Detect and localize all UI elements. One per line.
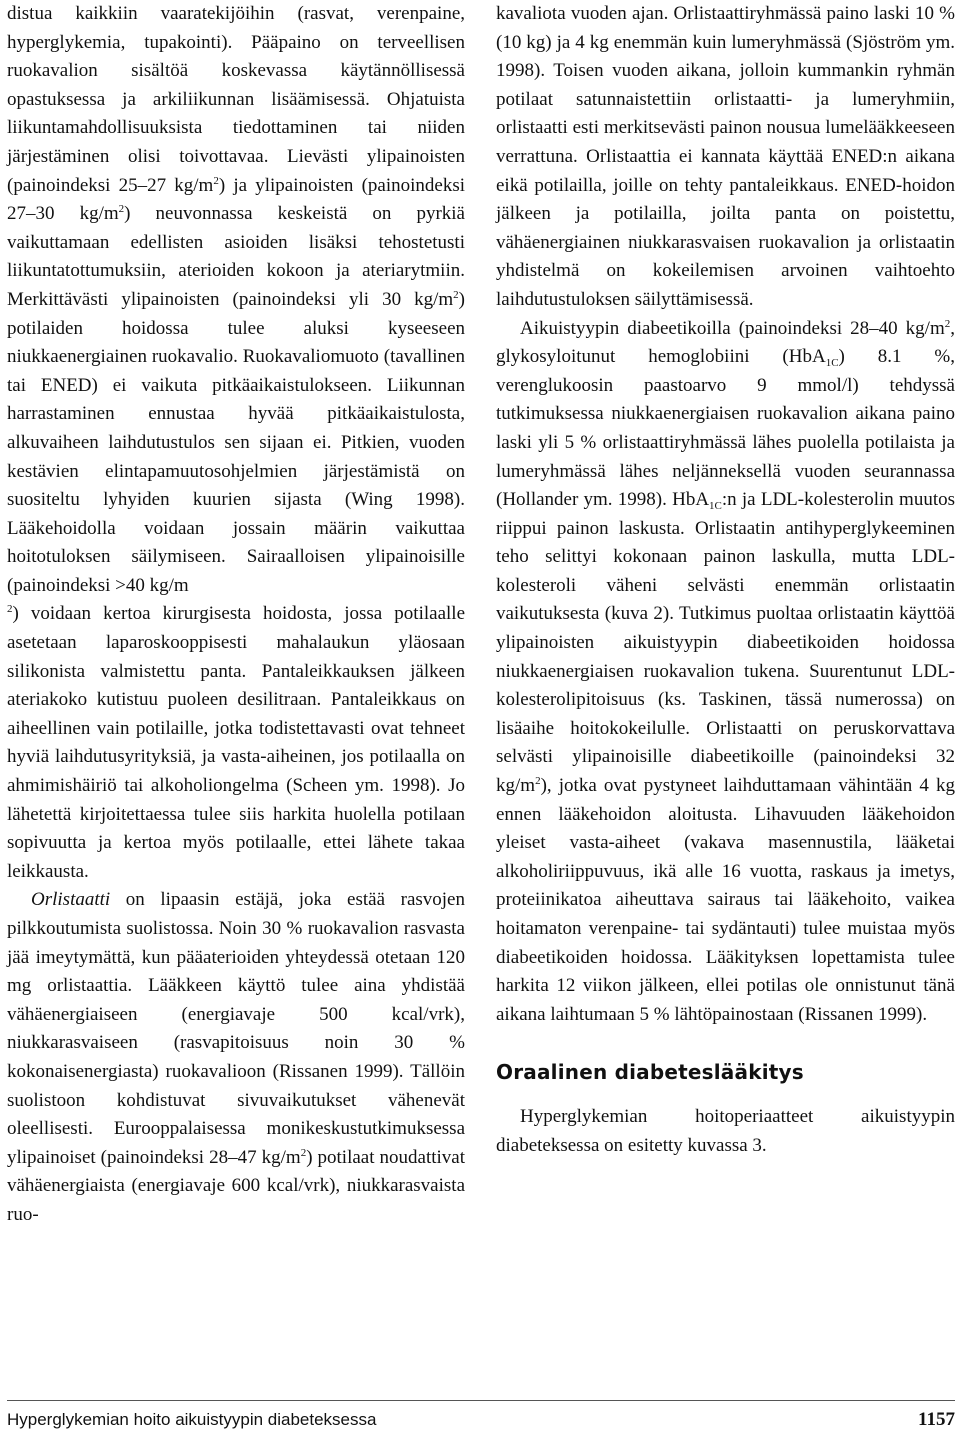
body-paragraph (7, 0, 465, 886)
superscript: 2 (535, 775, 541, 788)
text-run: ) voidaan kertoa kirurgisesta hoidosta, jossa potilaalle asetetaan laparoskooppisesti mahalaukun yläosaan silikonista valmistettu panta. Pantaleikkauksen jälkeen ateriakoko kutistuu puoleen desilitraan. Pantaleikkaus on aiheellinen vain potilaille, jotka todistettavasti ovat tehneet hyviä laihdutusyrityksiä, ja vasta-aiheinen, jos potilaalla on ahmimishäiriö tai alkoholiongelma (Scheen ym. 1998). Jo lähetettä kirjoitettaessa tulee siis harkita huolella potilaan sopivuutta ja kertoa myös potilaalle, ettei lähete takaa leikkausta. (7, 603, 465, 882)
superscript: 2 (453, 288, 459, 301)
body-paragraph (496, 315, 955, 1030)
left-column (7, 0, 465, 1230)
text-run: Aikuistyypin diabeetikoilla (painoindeksi 28–40 kg/m (520, 317, 945, 339)
superscript: 2 (300, 1146, 307, 1159)
superscript: 2 (118, 203, 125, 216)
text-run: ), jotka ovat pystyneet laihduttamaan vähintään 4 kg ennen lääkehoidon aloitusta. Lihavuuden lääkehoidon yleiset vasta-aiheet (vakava masennustila, lääketai alkoholiriippuvuus, ikä alle 16 vuotta, raskaus ja imetys, proteiinikatoa aiheuttava sairaus tai lääkehoito, vaikea hoitamaton verenpaine- tai sydäntauti) tulee muistaa myös diabeetikoiden hoidossa. Lääkityksen lopettamista tulee harkita 12 viikon jälkeen, ellei potilas ole onnistunut tänä aikana laihtumaan 5 % lähtöpainostaan (Rissanen 1999). (496, 775, 955, 1025)
superscript: 2 (7, 603, 13, 616)
running-title: Hyperglykemian hoito aikuistyypin diabeteksessa (7, 1410, 377, 1429)
body-paragraph: kavaliota vuoden ajan. Orlistaattiryhmässä paino laski 10 % (10 kg) ja 4 kg enemmän kuin lumeryhmässä (Sjöström ym. 1998). Toisen vuoden aikana, jolloin kummankin ryhmän potilaat satunnaistettiin orlistaatti- ja lumeryhmiin, orlistaatti esti merkitsevästi painon nousua lumelääkkeeseen verrattuna. Orlistaattia ei kannata käyttää ENED:n aikana eikä potilailla, joille on tehty pantaleikkaus. ENED-hoidon jälkeen ja potilailla, joilta panta on poistettu, vähäenergiainen niukkarasvaisen ruokavalion ja orlistaatin yhdistelmä on kokeilemisen arvoinen vaihtoehto laihdutustuloksen säilyttämisessä. (496, 3, 955, 310)
text-run: :n ja LDL-kolesterolin muutos riippui painon laskusta. Orlistaatin antihyperglykeeminen teho selittyi kokonaan painon laskulla, mutta LDL-kolesteroli väheni selvästi enemmän orlistaatin vaikutuksesta (kuva 2). Tutkimus puoltaa orlistaatin käyttöä ylipainoisten aikuistyypin diabeetikoiden hoidossa niukkaenergiaisen ruokavalion tukena. Suurentunut LDL-kolesterolipitoisuus (ks. Taskinen, tässä numerossa) on lisäaihe hoitokokeilulle. Orlistaatti on peruskorvattava selvästi ylipainoisille diabeetikoille (painoindeksi 32 kg/m (496, 489, 955, 797)
text-run: ) 8.1 %, verenglukoosin paastoarvo 9 mmol/l) tehdyssä tutkimuksessa niukkaenergiaisen ruokavalion aikana paino laski yli 5 % orlistaattiryhmässä lähes puolella potilaista ja lumeryhmässä lähes neljänneksellä vuoden seurannassa (Hollander ym. 1998). HbA (496, 346, 956, 511)
text-run: on lipaasin estäjä, joka estää rasvojen pilkkoutumista suolistossa. Noin 30 % ruokavalion rasvasta jää imeytymättä, kun pääaterioiden yhteydessä otetaan 120 mg orlistaattia. Lääkkeen käyttö tulee aina yhdistää vähäenergiaiseen (energiavaje 500 kcal/vrk), niukkarasvaiseen (rasvapitoisuus noin 30 % kokonaisenergiasta) ruokavalioon (Rissanen 1999). Tällöin suolistoon kohdistuvat sivuvaikutukset vähenevät oleellisesti. Eurooppalaisessa monikeskustutkimuksessa ylipainoiset (painoindeksi 28–47 kg/m (7, 889, 465, 1168)
section-heading: Oraalinen diabeteslääkitys (496, 1060, 804, 1085)
text-run: ) neuvonnassa keskeistä on pyrkiä vaikuttamaan edellisten asioiden lisäksi tehostetusti liikuntatottumuksiin, aterioiden kokoon ja ateriarytmiin. Merkittävästi ylipainoisten (painoindeksi yli 30 kg/m (7, 203, 465, 310)
subscript: 1C (825, 357, 839, 370)
subscript: 1C (709, 500, 722, 513)
lead-term: Orlistaatti (31, 889, 111, 911)
text-run: ) ja ylipainoisten (painoindeksi 27–30 kg/m (7, 174, 465, 225)
text-run: distua kaikkiin vaaratekijöihin (rasvat, verenpaine, hyperglykemia, tupakointi). Pääpaino on terveellisen ruokavalion sisältöä koskevassa käytännöllisessä opastuksessa ja arkiliikunnan lisäämisessä. Ohjatuista liikuntamahdollisuuksista tiedottaminen tai niiden järjestäminen olisi toivottavaa. Lievästi ylipainoisten (painoindeksi 25–27 kg/m (7, 3, 465, 196)
page-footer (7, 1400, 955, 1431)
page-number: 1157 (918, 1409, 955, 1430)
superscript: 2 (944, 317, 951, 330)
text-run: ) potilaiden hoidossa tulee aluksi kyseeseen niukkaenergiainen ruokavalio. Ruokavaliomuoto (tavallinen tai ENED) ei vaikuta pitkäaikaistulokseen. Liikunnan harrastaminen ennustaa hyvää pitkäaikaistulosta, alkuvaiheen laihdutustulos sen sijaan ei. Pitkien, vuoden kestävien elintapamuutosohjelmien järjestämistä on suositeltu lyhyiden kuurien sijasta (Wing 1998). Lääkehoidolla voidaan jossain määrin vaikuttaa hoitotuloksen säilymiseen. Sairaalloisen ylipainoisille (painoindeksi >40 kg/m (7, 288, 465, 596)
superscript: 2 (213, 174, 219, 187)
text-run: , glykosyloitunut hemoglobiini (HbA (496, 317, 955, 368)
body-paragraph: Hyperglykemian hoitoperiaatteet aikuistyypin diabeteksessa on esitetty kuvassa 3. (496, 1106, 955, 1156)
text-run: ) potilaat noudattivat vähäenergiaista (energiavaje 600 kcal/vrk), niukkarasvaista ruo- (7, 1146, 466, 1225)
right-column (496, 0, 955, 1161)
body-paragraph (7, 886, 465, 1229)
